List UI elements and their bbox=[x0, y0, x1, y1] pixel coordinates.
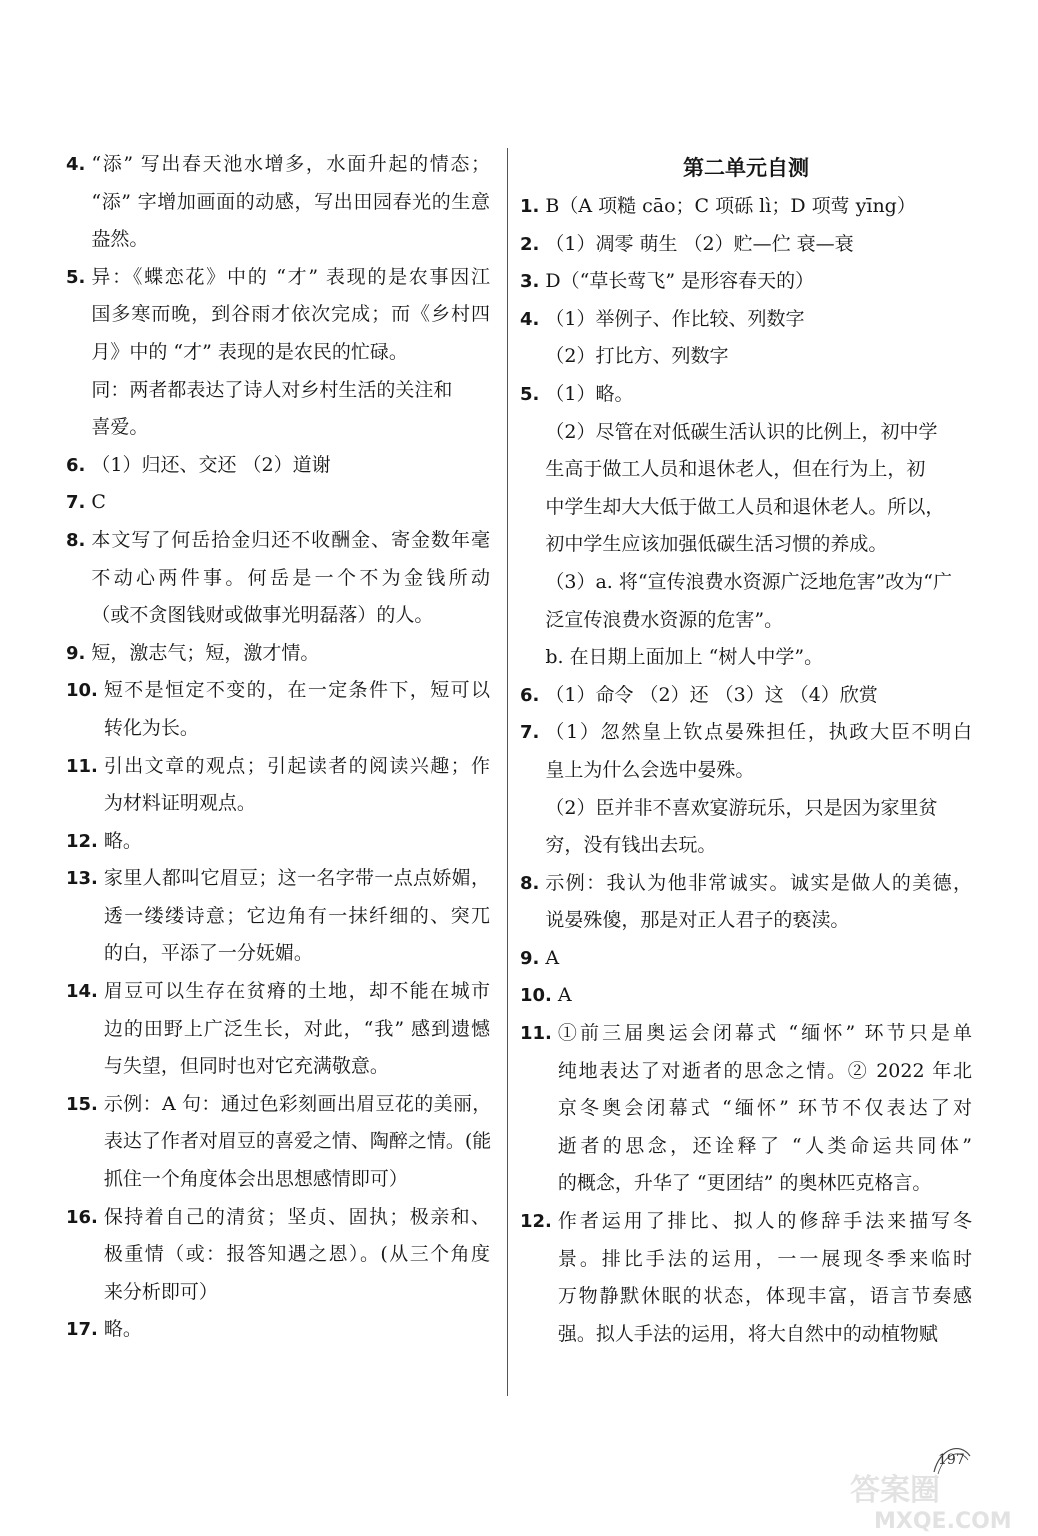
column-divider bbox=[507, 148, 508, 1396]
answer-text: 眉豆可以生存在贫瘠的土地，却不能在城市 bbox=[103, 980, 490, 1003]
answer-text: 异：《蝶恋花》中的 “才” 表现的是农事因江 bbox=[91, 265, 490, 288]
answer-number: 5. bbox=[66, 266, 86, 288]
answer-item bbox=[520, 188, 972, 226]
answer-text: （1）凋零 萌生 （2）贮—伫 衰—衰 bbox=[545, 232, 854, 255]
answer-item bbox=[520, 677, 972, 715]
answer-text: （1）略。 bbox=[545, 382, 634, 405]
answer-text: 边的田野上广泛生长，对此，“我” 感到遗憾 bbox=[103, 1017, 490, 1040]
answer-item bbox=[520, 376, 972, 677]
answer-number: 6. bbox=[66, 454, 86, 476]
answer-text: 示例：我认为他非常诚实。诚实是做人的美德， bbox=[545, 871, 972, 894]
answer-number: 4. bbox=[520, 308, 540, 330]
answer-text: 转化为长。 bbox=[103, 716, 199, 739]
answer-item bbox=[66, 447, 490, 485]
answer-text: 透一缕缕诗意；它边角有一抹纤细的、突兀 bbox=[103, 904, 490, 927]
answer-subtext: （2）打比方、列数字 bbox=[545, 345, 729, 368]
answer-text: 盎然。 bbox=[91, 228, 149, 251]
answer-subtext: （2）臣并非不喜欢宴游玩乐，只是因为家里贫 bbox=[545, 796, 938, 819]
answer-text: （1）命令 （2）还 （3）这 （4）欣赏 bbox=[545, 683, 878, 706]
answer-text: B（A 项糙 cāo；C 项砾 lì；D 项莺 yīng） bbox=[545, 195, 916, 217]
answer-item bbox=[520, 1203, 972, 1353]
answer-subtext: （3）a. 将“宣传浪费水资源广泛地危害”改为“广 bbox=[545, 570, 953, 593]
answer-item bbox=[520, 865, 972, 940]
answer-text: A bbox=[557, 984, 572, 1007]
answer-item bbox=[66, 484, 490, 522]
answer-text: 的白，平添了一分妩媚。 bbox=[103, 942, 313, 965]
answer-text: 表达了作者对眉豆的喜爱之情、陶醉之情。(能 bbox=[103, 1130, 492, 1153]
answer-text: 短，激志气；短，激才情。 bbox=[91, 641, 320, 664]
answer-text: 保持着自己的清贫；坚贞、固执；极亲和、 bbox=[103, 1205, 490, 1228]
answer-number: 4. bbox=[66, 154, 86, 175]
page-number: 197 bbox=[938, 1452, 965, 1468]
answer-text: ①前三届奥运会闭幕式 “缅怀” 环节只是单 bbox=[557, 1022, 972, 1045]
answer-text: 来分析即可） bbox=[103, 1280, 218, 1303]
answer-number: 6. bbox=[520, 684, 540, 706]
answer-number: 3. bbox=[520, 271, 540, 293]
answer-number: 9. bbox=[66, 642, 86, 664]
answer-text: 皇上为什么会选中晏殊。 bbox=[545, 758, 755, 781]
answer-text: （1）归还、交还 （2）道谢 bbox=[91, 453, 331, 476]
answer-item bbox=[66, 635, 490, 673]
answer-text: 作者运用了排比、拟人的修辞手法来描写冬 bbox=[557, 1210, 972, 1233]
answer-text: （1）举例子、作比较、列数字 bbox=[545, 307, 805, 330]
answer-subtext: 穷，没有钱出去玩。 bbox=[545, 834, 717, 857]
answer-subtext: 喜爱。 bbox=[91, 416, 149, 439]
answer-number: 9. bbox=[520, 947, 540, 969]
answer-item bbox=[66, 748, 490, 823]
answer-text: 逝者的思念，还诠释了 “人类命运共同体” bbox=[557, 1134, 972, 1157]
answer-text: 略。 bbox=[103, 1318, 142, 1341]
answer-number: 10. bbox=[520, 985, 552, 1007]
answer-text: 万物静默休眠的状态，体现丰富，语言节奏感 bbox=[557, 1285, 972, 1308]
answer-subtext: 生高于做工人员和退休老人，但在行为上，初 bbox=[545, 458, 926, 481]
answer-text: 的概念，升华了 “更团结” 的奥林匹克格言。 bbox=[557, 1172, 932, 1195]
answer-item bbox=[66, 1199, 490, 1312]
section-title: 第二单元自测 bbox=[683, 156, 809, 180]
answer-item bbox=[66, 672, 490, 747]
answer-number: 17. bbox=[66, 1319, 98, 1341]
answer-number: 5. bbox=[520, 383, 540, 405]
answer-number: 7. bbox=[520, 722, 540, 744]
answer-item bbox=[520, 977, 972, 1015]
answer-number: 8. bbox=[520, 872, 540, 894]
answer-item bbox=[66, 860, 490, 973]
answer-text: 纯地表达了对逝者的思念之情。② 2022 年北 bbox=[557, 1059, 972, 1082]
svg-text:MXQE.COM: MXQE.COM bbox=[874, 1509, 1012, 1534]
answer-text: “添” 字增加画面的动感，写出田园春光的生意 bbox=[91, 190, 490, 213]
answer-item bbox=[66, 823, 490, 861]
answer-item bbox=[66, 259, 490, 447]
answer-text: 京冬奥会闭幕式 “缅怀” 环节不仅表达了对 bbox=[557, 1097, 972, 1120]
answer-text: 极重情（或：报答知遇之恩）。(从三个角度 bbox=[103, 1243, 490, 1266]
answer-item bbox=[66, 973, 490, 1086]
svg-text:答案圈: 答案圈 bbox=[850, 1473, 940, 1508]
answer-text: 国多寒而晚，到谷雨才依次完成；而《乡村四 bbox=[91, 303, 490, 326]
answer-number: 16. bbox=[66, 1206, 98, 1228]
answer-number: 8. bbox=[66, 529, 86, 551]
answer-item bbox=[66, 522, 490, 635]
answer-number: 12. bbox=[520, 1211, 552, 1233]
answer-subtext: 同：两者都表达了诗人对乡村生活的关注和 bbox=[91, 378, 453, 401]
watermark-logo bbox=[842, 1470, 1022, 1534]
answer-subtext: b. 在日期上面加上 “树人中学”。 bbox=[545, 646, 824, 669]
answer-text: 强。拟人手法的运用，将大自然中的动植物赋 bbox=[557, 1322, 938, 1345]
answer-item bbox=[520, 940, 972, 978]
answer-item bbox=[520, 301, 972, 376]
left-column bbox=[66, 146, 490, 1349]
answer-subtext: 泛宣传浪费水资源的危害”。 bbox=[545, 608, 784, 631]
answer-item bbox=[66, 1086, 490, 1199]
answer-item bbox=[520, 1015, 972, 1203]
answer-subtext: 初中学生应该加强低碳生活习惯的养成。 bbox=[545, 533, 888, 556]
answer-subtext: 中学生却大大低于做工人员和退休老人。所以， bbox=[545, 495, 945, 518]
answer-text: 说晏殊傻，那是对正人君子的亵渎。 bbox=[545, 909, 850, 932]
answer-text: （1）忽然皇上钦点晏殊担任，执政大臣不明白 bbox=[545, 721, 972, 744]
answer-text: “添” 写出春天池水增多，水面升起的情态； bbox=[91, 153, 490, 175]
answer-text: 略。 bbox=[103, 829, 142, 852]
answer-text: 示例：A 句：通过色彩刻画出眉豆花的美丽， bbox=[103, 1092, 492, 1115]
answer-text: C bbox=[91, 491, 106, 514]
answer-text: A bbox=[545, 946, 560, 969]
answer-number: 13. bbox=[66, 868, 98, 890]
answer-item bbox=[520, 263, 972, 301]
answer-text: 本文写了何岳拾金归还不收酬金、寄金数年毫 bbox=[91, 528, 490, 551]
answer-item bbox=[66, 146, 490, 259]
answer-subtext: （2）尽管在对低碳生活认识的比例上，初中学 bbox=[545, 420, 938, 443]
answer-text: 抓住一个角度体会出思想感情即可） bbox=[103, 1168, 408, 1191]
answer-text: 家里人都叫它眉豆；这一名字带一点点娇媚， bbox=[103, 867, 490, 890]
answer-item bbox=[66, 1311, 490, 1349]
answer-text: D（“草长莺飞” 是形容春天的） bbox=[545, 270, 815, 293]
answer-text: 为材料证明观点。 bbox=[103, 792, 256, 815]
answer-text: 与失望，但同时也对它充满敬意。 bbox=[103, 1055, 389, 1078]
answer-number: 2. bbox=[520, 233, 540, 255]
answer-text: 不动心两件事。何岳是一个不为金钱所动 bbox=[91, 566, 490, 589]
answer-text: 引出文章的观点；引起读者的阅读兴趣；作 bbox=[103, 754, 490, 777]
answer-number: 1. bbox=[520, 196, 540, 217]
answer-number: 14. bbox=[66, 981, 98, 1003]
answer-item bbox=[520, 226, 972, 264]
answer-number: 10. bbox=[66, 680, 98, 702]
answer-number: 12. bbox=[66, 830, 98, 852]
answer-text: 景。排比手法的运用，一一展现冬季来临时 bbox=[557, 1247, 972, 1270]
answer-text: （或不贪图钱财或做事光明磊落）的人。 bbox=[91, 604, 434, 627]
answer-number: 7. bbox=[66, 492, 86, 514]
right-column bbox=[520, 146, 972, 1353]
answer-text: 月》中的 “才” 表现的是农民的忙碌。 bbox=[91, 340, 408, 363]
answer-text: 短不是恒定不变的，在一定条件下，短可以 bbox=[103, 679, 490, 702]
answer-item bbox=[520, 714, 972, 864]
answer-number: 11. bbox=[66, 755, 98, 777]
answer-number: 15. bbox=[66, 1093, 98, 1115]
answer-number: 11. bbox=[520, 1023, 552, 1045]
